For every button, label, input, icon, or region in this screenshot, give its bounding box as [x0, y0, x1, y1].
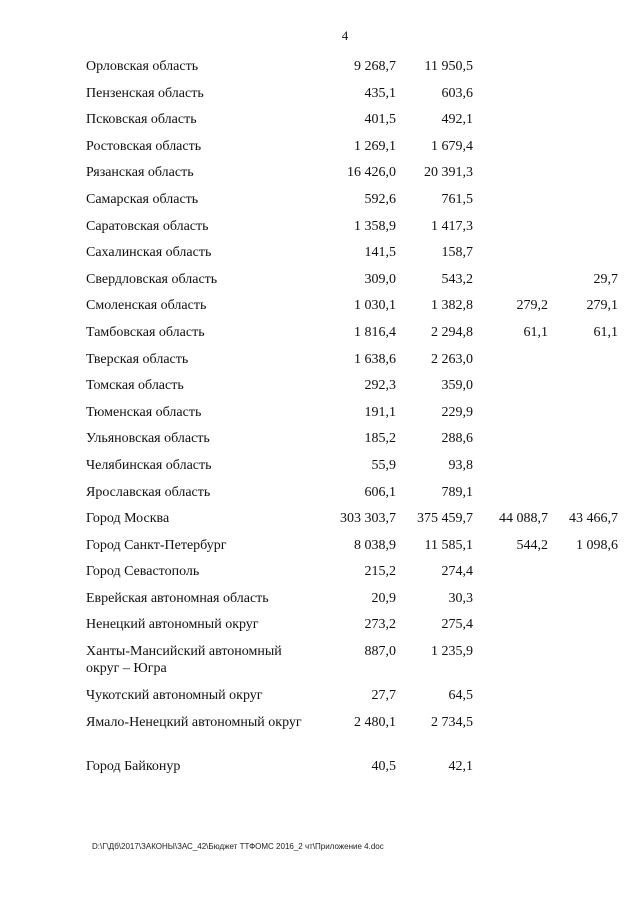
region-name: Свердловская область — [86, 271, 218, 287]
value-col-4 — [548, 218, 618, 245]
table-row — [86, 457, 618, 484]
value-col-4 — [548, 714, 618, 758]
region-name: Сахалинская область — [86, 245, 212, 261]
value-col-4: 43 466,7 — [569, 511, 618, 527]
value-col-4 — [548, 457, 618, 484]
value-col-4: 61,1 — [593, 324, 618, 340]
value-col-3 — [473, 616, 548, 643]
value-col-1: 1 816,4 — [354, 324, 396, 340]
value-col-2: 492,1 — [441, 112, 473, 128]
value-col-4 — [548, 643, 618, 687]
page-number: 4 — [341, 28, 349, 43]
table-row — [86, 714, 618, 758]
value-col-2: 2 294,8 — [431, 324, 473, 340]
value-col-3 — [473, 111, 548, 138]
value-col-1: 141,5 — [364, 245, 396, 261]
value-col-1: 1 638,6 — [354, 351, 396, 367]
value-col-4 — [548, 404, 618, 431]
region-name: Ямало-Ненецкий автономный округ — [86, 714, 302, 730]
value-col-2: 64,5 — [448, 688, 473, 704]
value-col-2: 30,3 — [448, 590, 473, 606]
region-name: Ханты-Мансийский автономный округ – Югра — [86, 644, 282, 677]
value-col-1: 401,5 — [364, 112, 396, 128]
value-col-4 — [548, 616, 618, 643]
value-col-3 — [473, 138, 548, 165]
value-col-3 — [473, 714, 548, 758]
value-col-2: 359,0 — [441, 378, 473, 394]
region-name: Город Москва — [86, 511, 170, 527]
table-row — [86, 590, 618, 617]
region-name: Ульяновская область — [86, 431, 210, 447]
value-col-2: 543,2 — [441, 271, 473, 287]
region-name: Город Севастополь — [86, 564, 200, 580]
table-row — [86, 138, 618, 165]
table-row — [86, 271, 618, 298]
value-col-2: 42,1 — [448, 758, 473, 774]
table-row — [86, 297, 618, 324]
value-col-2: 11 950,5 — [424, 59, 473, 74]
value-col-1: 292,3 — [364, 378, 396, 394]
file-path-footer: D:\Г\Дб\2017\ЗАКОНЫ\ЗАС_42\Бюджет ТТФОМС 2016_2 чт\Приложение 4.doc — [92, 842, 384, 851]
value-col-4 — [548, 590, 618, 617]
region-name: Псковская область — [86, 112, 197, 128]
value-col-1: 20,9 — [371, 590, 396, 606]
table-row — [86, 85, 618, 112]
value-col-3 — [473, 164, 548, 191]
value-col-3 — [473, 351, 548, 378]
table-row — [86, 563, 618, 590]
region-name: Ростовская область — [86, 138, 202, 154]
region-name: Город Санкт-Петербург — [86, 537, 227, 553]
value-col-2: 1 235,9 — [431, 644, 473, 660]
region-name: Самарская область — [86, 191, 199, 207]
value-col-1: 1 030,1 — [354, 298, 396, 314]
value-col-3 — [473, 244, 548, 271]
value-col-1: 887,0 — [364, 644, 396, 660]
value-col-1: 8 038,9 — [354, 537, 396, 553]
table-row — [86, 687, 618, 714]
table-row — [86, 351, 618, 378]
value-col-3 — [473, 457, 548, 484]
value-col-1: 16 426,0 — [347, 165, 396, 181]
region-name: Тамбовская область — [86, 324, 205, 340]
value-col-4 — [548, 58, 618, 85]
region-name: Пензенская область — [86, 85, 204, 101]
value-col-4: 29,7 — [593, 271, 618, 287]
value-col-2: 274,4 — [441, 564, 473, 580]
value-col-2: 20 391,3 — [424, 165, 473, 181]
region-name: Рязанская область — [86, 165, 194, 181]
table-row — [86, 616, 618, 643]
region-name: Орловская область — [86, 59, 199, 74]
value-col-3 — [473, 643, 548, 687]
value-col-2: 229,9 — [441, 404, 473, 420]
value-col-1: 273,2 — [364, 617, 396, 633]
value-col-3: 61,1 — [523, 324, 548, 340]
value-col-4 — [548, 430, 618, 457]
value-col-3 — [473, 191, 548, 218]
value-col-1: 309,0 — [364, 271, 396, 287]
value-col-2: 2 263,0 — [431, 351, 473, 367]
region-name: Челябинская область — [86, 457, 212, 473]
value-col-4 — [548, 484, 618, 511]
region-name: Саратовская область — [86, 218, 209, 234]
value-col-3 — [473, 563, 548, 590]
table-row — [86, 758, 618, 785]
value-col-3 — [473, 58, 548, 85]
table-row — [86, 537, 618, 564]
table-row — [86, 430, 618, 457]
value-col-4 — [548, 191, 618, 218]
value-col-2: 158,7 — [441, 245, 473, 261]
value-col-1: 215,2 — [364, 564, 396, 580]
value-col-3 — [473, 687, 548, 714]
region-name: Тюменская область — [86, 404, 202, 420]
value-col-3 — [473, 404, 548, 431]
value-col-4 — [548, 85, 618, 112]
value-col-2: 1 679,4 — [431, 138, 473, 154]
region-name: Город Байконур — [86, 758, 181, 774]
table-row — [86, 164, 618, 191]
value-col-1: 2 480,1 — [354, 714, 396, 730]
value-col-4 — [548, 138, 618, 165]
value-col-1: 185,2 — [364, 431, 396, 447]
value-col-2: 2 734,5 — [431, 714, 473, 730]
value-col-3 — [473, 484, 548, 511]
region-name: Томская область — [86, 378, 184, 394]
value-col-3 — [473, 430, 548, 457]
value-col-3 — [473, 218, 548, 245]
value-col-2: 1 382,8 — [431, 298, 473, 314]
value-col-4: 1 098,6 — [576, 537, 618, 553]
value-col-3 — [473, 377, 548, 404]
value-col-1: 1 358,9 — [354, 218, 396, 234]
value-col-2: 288,6 — [441, 431, 473, 447]
region-name: Ярославская область — [86, 484, 211, 500]
value-col-4: 279,1 — [586, 298, 618, 314]
value-col-1: 606,1 — [364, 484, 396, 500]
value-col-1: 592,6 — [364, 191, 396, 207]
value-col-2: 375 459,7 — [417, 511, 473, 527]
table-row — [86, 58, 618, 85]
value-col-1: 1 269,1 — [354, 138, 396, 154]
region-table — [86, 58, 618, 784]
value-col-3 — [473, 590, 548, 617]
value-col-2: 603,6 — [441, 85, 473, 101]
table-row — [86, 324, 618, 351]
value-col-1: 303 303,7 — [340, 511, 396, 527]
region-name: Смоленская область — [86, 298, 207, 314]
value-col-4 — [548, 351, 618, 378]
value-col-1: 435,1 — [364, 85, 396, 101]
region-name: Ненецкий автономный округ — [86, 617, 259, 633]
value-col-3: 279,2 — [516, 298, 548, 314]
value-col-3 — [473, 758, 548, 785]
value-col-3: 44 088,7 — [499, 511, 548, 527]
value-col-3: 544,2 — [516, 537, 548, 553]
table-row — [86, 643, 618, 687]
value-col-4 — [548, 244, 618, 271]
value-col-4 — [548, 758, 618, 785]
table-row — [86, 404, 618, 431]
value-col-1: 27,7 — [371, 688, 396, 704]
value-col-4 — [548, 111, 618, 138]
value-col-1: 9 268,7 — [354, 59, 396, 74]
value-col-2: 275,4 — [441, 617, 473, 633]
value-col-2: 789,1 — [441, 484, 473, 500]
region-name: Тверская область — [86, 351, 189, 367]
table-row — [86, 244, 618, 271]
value-col-1: 55,9 — [371, 457, 396, 473]
value-col-2: 1 417,3 — [431, 218, 473, 234]
value-col-4 — [548, 563, 618, 590]
table-row — [86, 377, 618, 404]
table-row — [86, 484, 618, 511]
value-col-4 — [548, 377, 618, 404]
value-col-2: 11 585,1 — [424, 537, 473, 553]
region-name: Чукотский автономный округ — [86, 688, 263, 704]
value-col-4 — [548, 687, 618, 714]
table-row — [86, 510, 618, 537]
value-col-3 — [473, 85, 548, 112]
value-col-4 — [548, 164, 618, 191]
table-row — [86, 191, 618, 218]
region-name: Еврейская автономная область — [86, 590, 269, 606]
value-col-1: 191,1 — [364, 404, 396, 420]
table-row — [86, 111, 618, 138]
value-col-3 — [473, 271, 548, 298]
value-col-2: 761,5 — [441, 191, 473, 207]
value-col-2: 93,8 — [448, 457, 473, 473]
value-col-1: 40,5 — [371, 758, 396, 774]
table-row — [86, 218, 618, 245]
